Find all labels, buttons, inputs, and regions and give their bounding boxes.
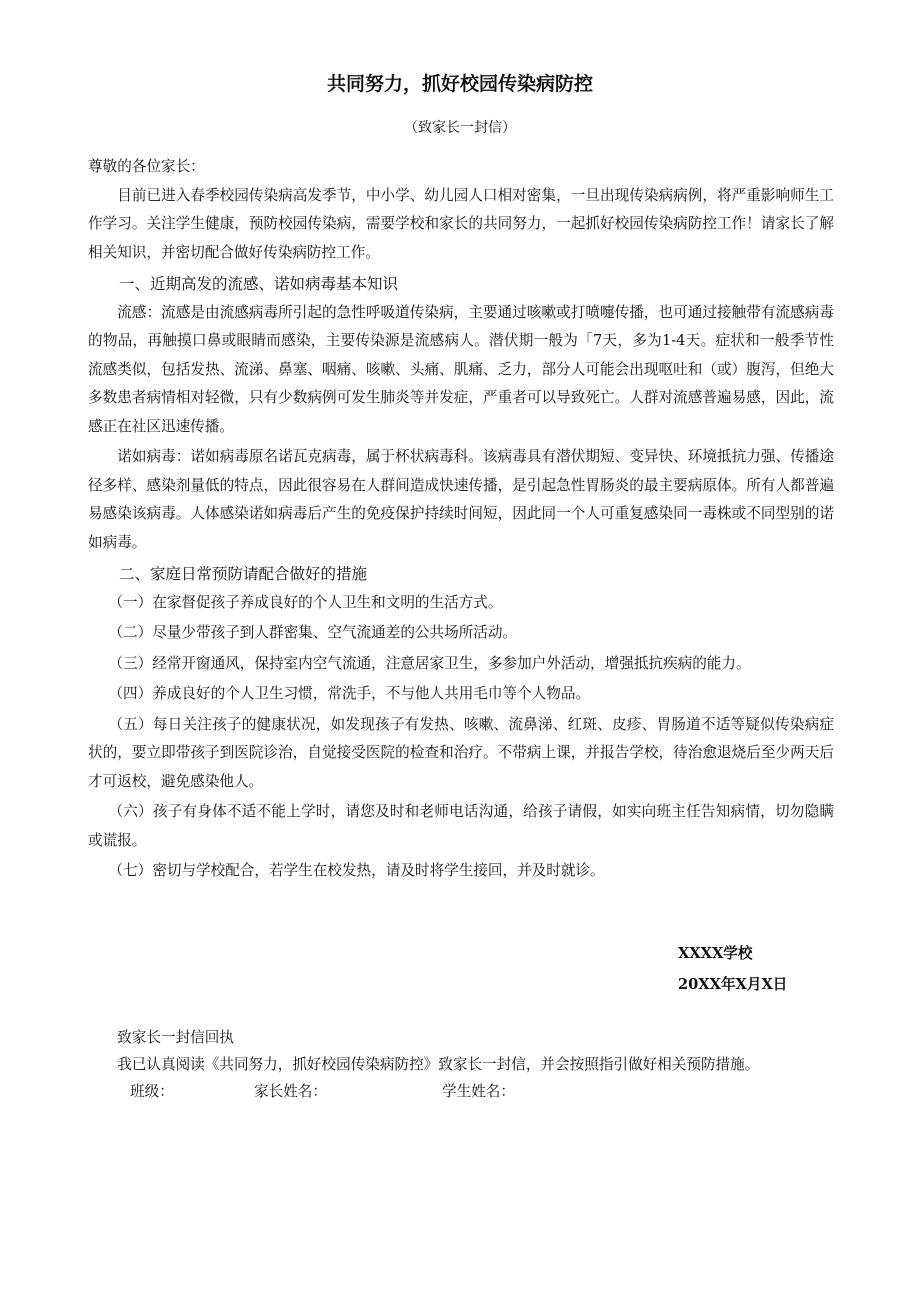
- receipt-fields: [88, 1078, 834, 1106]
- measure-item: （七）密切与学校配合，若学生在校发热，请及时将学生接回，并及时就诊。: [108, 862, 605, 879]
- parent-name-field-label: 家长姓名：: [254, 1083, 327, 1100]
- section-heading-measures: 二、家庭日常预防请配合做好的措施: [119, 565, 368, 583]
- school-name: XXXX学校: [678, 945, 753, 962]
- flu-paragraph: 流感：流感是由流感病毒所引起的急性呼吸道传染病，主要通过咳嗽或打喷嚏传播，也可通过接触带有流感病毒的物品，再触摸口鼻或眼睛而感染，主要传染源是流感病人。潜伏期一般为「7天，多为1-4天。症状和一般季节性流感类似，包括发热、流涕、鼻塞、咽痛、咳嗽、头痛、肌痛、乏力，部分人可能会出现呕吐和（或）腹泻，但绝大多数患者病情相对轻微，只有少数病例可发生肺炎等并发症，严重者可以导致死亡。人群对流感普遍易感，因此，流感正在社区迅速传播。: [88, 303, 834, 435]
- greeting: 尊敬的各位家长：: [88, 158, 205, 175]
- student-name-field-label: 学生姓名：: [442, 1083, 515, 1100]
- measure-item: （三）经常开窗通风，保持室内空气流通，注意居家卫生，多参加户外活动，增强抵抗疾病的能力。: [108, 654, 751, 672]
- measure-item: （六）孩子有身体不适不能上学时，请您及时和老师电话沟通，给孩子请假，如实向班主任告知病情，切勿隐瞒或谎报。: [88, 803, 834, 849]
- measure-item: （五）每日关注孩子的健康状况，如发现孩子有发热、咳嗽、流鼻涕、红斑、皮疹、胃肠道不适等疑似传染病症状的，要立即带孩子到医院诊治，自觉接受医院的检查和治疗。不带病上课，并报告学校，待治愈退烧后至少两天后才可返校，避免感染他人。: [88, 715, 834, 790]
- page-subtitle: （致家长一封信）: [404, 120, 516, 136]
- receipt-section: [88, 1024, 834, 1106]
- letter-body: [88, 153, 834, 888]
- page-title: 共同努力，抓好校园传染病防控: [326, 73, 593, 95]
- receipt-statement: 我已认真阅读《共同努力，抓好校园传染病防控》致家长一封信，并会按照指引做好相关预防措施。: [117, 1056, 760, 1073]
- measure-item: （一）在家督促孩子养成良好的个人卫生和文明的生活方式。: [108, 593, 503, 611]
- section-heading-knowledge: 一、近期高发的流感、诺如病毒基本知识: [119, 275, 399, 293]
- measure-item: （四）养成良好的个人卫生习惯，常洗手，不与他人共用毛巾等个人物品。: [108, 685, 591, 702]
- signature-block: [678, 938, 787, 1000]
- norovirus-paragraph: 诺如病毒：诺如病毒原名诺瓦克病毒，属于杯状病毒科。该病毒具有潜伏期短、变异快、环境抵抗力强、传播途径多样、感染剂量低的特点，因此很容易在人群间造成快速传播，是引起急性胃肠炎的最主要病原体。所有人都普遍易感染该病毒。人体感染诺如病毒后产生的免疫保护持续时间短，因此同一个人可重复感染同一毒株或不同型别的诺如病毒。: [88, 448, 834, 551]
- intro-paragraph: 目前已进入春季校园传染病高发季节，中小学、幼儿园人口相对密集，一旦出现传染病病例，将严重影响师生工作学习。关注学生健康，预防校园传染病，需要学校和家长的共同努力，一起抓好校园传染病防控工作！请家长了解相关知识，并密切配合做好传染病防控工作。: [88, 186, 834, 261]
- measure-item: （二）尽量少带孩子到人群密集、空气流通差的公共场所活动。: [108, 624, 518, 641]
- receipt-heading: 致家长一封信回执: [117, 1029, 234, 1046]
- class-field-label: 班级：: [130, 1083, 174, 1100]
- letter-date: 20XX年X月X日: [678, 976, 788, 993]
